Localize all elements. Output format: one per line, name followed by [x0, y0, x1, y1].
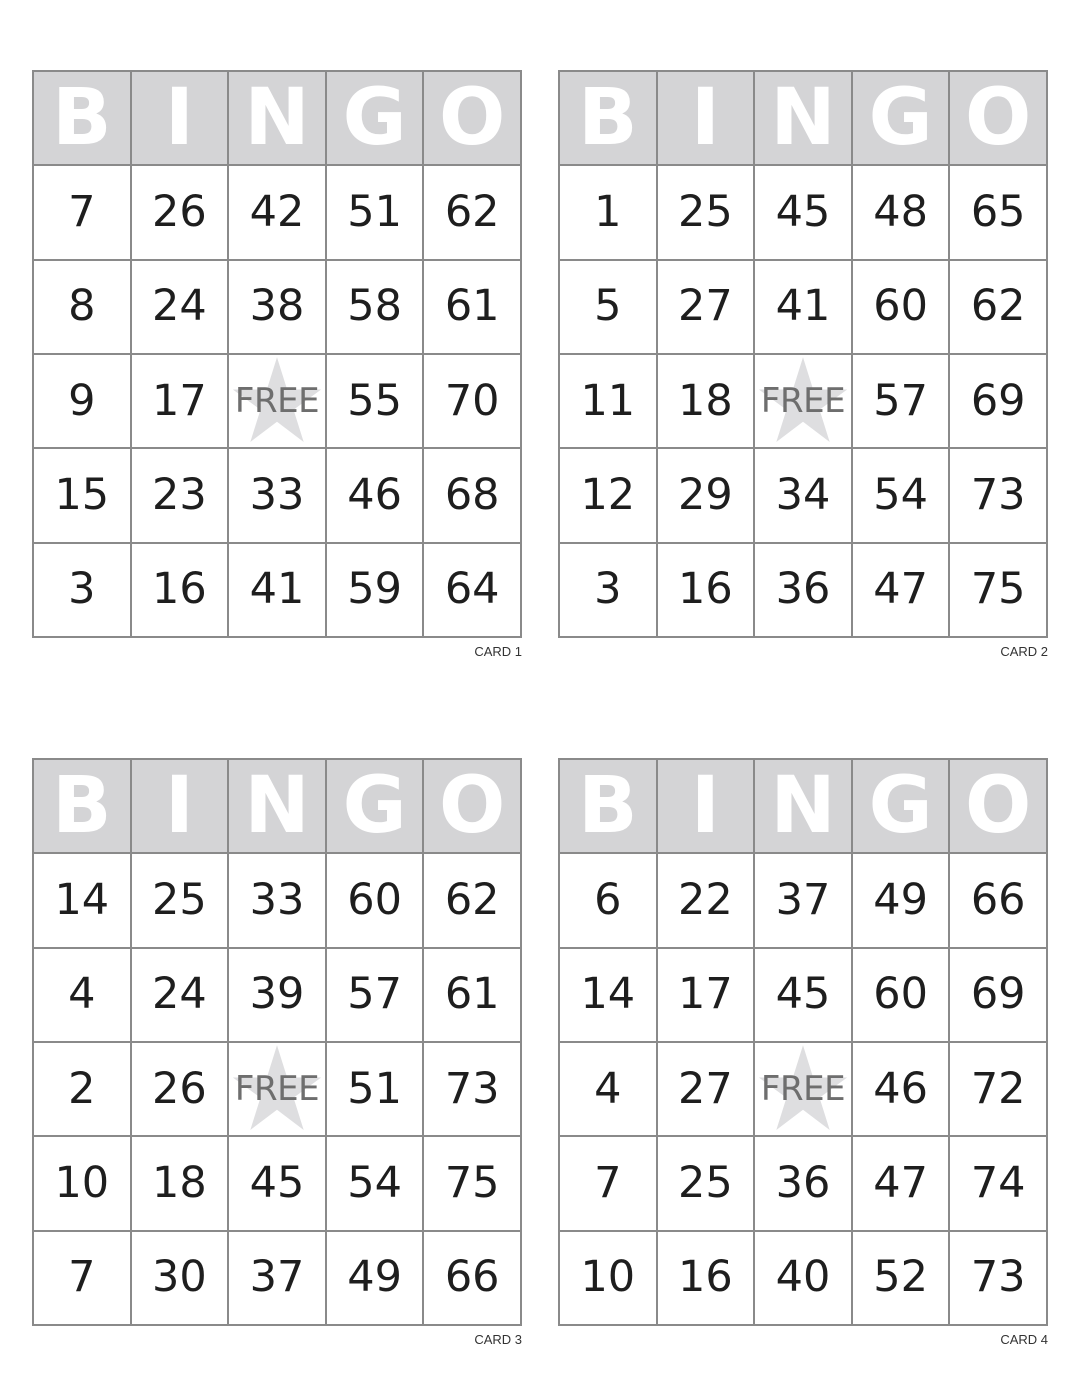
- number-cell: 45: [755, 949, 851, 1041]
- number-cell: 48: [853, 166, 949, 258]
- number-cell: 47: [853, 1137, 949, 1229]
- header-letter-o: O: [424, 760, 520, 852]
- free-label: FREE: [234, 381, 320, 422]
- number-cell: 51: [327, 1043, 423, 1135]
- number-cell: 2: [34, 1043, 130, 1135]
- number-cell: 34: [755, 449, 851, 541]
- number-cell: 11: [560, 355, 656, 447]
- bingo-grid: [32, 758, 522, 1326]
- number-cell: 61: [424, 949, 520, 1041]
- number-cell: 38: [229, 261, 325, 353]
- number-cell: 45: [229, 1137, 325, 1229]
- header-letter-g: G: [853, 760, 949, 852]
- number-cell: 51: [327, 166, 423, 258]
- number-cell: 60: [327, 854, 423, 946]
- bingo-card-2: [558, 70, 1048, 659]
- header-letter-g: G: [853, 72, 949, 164]
- number-cell: 75: [424, 1137, 520, 1229]
- number-cell: 7: [34, 166, 130, 258]
- header-letter-g: G: [327, 72, 423, 164]
- number-cell: 62: [950, 261, 1046, 353]
- number-cell: 17: [658, 949, 754, 1041]
- number-cell: 49: [853, 854, 949, 946]
- number-cell: 45: [755, 166, 851, 258]
- number-cell: 72: [950, 1043, 1046, 1135]
- number-cell: 8: [34, 261, 130, 353]
- header-letter-o: O: [950, 760, 1046, 852]
- number-cell: 36: [755, 1137, 851, 1229]
- header-letter-n: N: [229, 72, 325, 164]
- number-cell: 33: [229, 449, 325, 541]
- number-cell: 17: [132, 355, 228, 447]
- number-cell: 57: [853, 355, 949, 447]
- number-cell: 25: [658, 166, 754, 258]
- number-cell: 5: [560, 261, 656, 353]
- number-cell: 40: [755, 1232, 851, 1324]
- number-cell: 26: [132, 166, 228, 258]
- number-cell: 61: [424, 261, 520, 353]
- number-cell: 22: [658, 854, 754, 946]
- number-cell: 54: [327, 1137, 423, 1229]
- number-cell: 14: [34, 854, 130, 946]
- header-letter-i: I: [132, 760, 228, 852]
- number-cell: 18: [658, 355, 754, 447]
- number-cell: 41: [229, 544, 325, 636]
- header-letter-b: B: [34, 72, 130, 164]
- bingo-grid: [558, 70, 1048, 638]
- free-label: FREE: [760, 381, 846, 422]
- header-letter-n: N: [229, 760, 325, 852]
- number-cell: 46: [327, 449, 423, 541]
- number-cell: 41: [755, 261, 851, 353]
- number-cell: 14: [560, 949, 656, 1041]
- bingo-grid: [558, 758, 1048, 1326]
- number-cell: 16: [658, 544, 754, 636]
- number-cell: 24: [132, 261, 228, 353]
- number-cell: 55: [327, 355, 423, 447]
- card-label: CARD 3: [474, 1332, 522, 1347]
- number-cell: 69: [950, 949, 1046, 1041]
- header-letter-o: O: [950, 72, 1046, 164]
- number-cell: 60: [853, 949, 949, 1041]
- header-letter-b: B: [560, 760, 656, 852]
- number-cell: 4: [34, 949, 130, 1041]
- number-cell: 9: [34, 355, 130, 447]
- number-cell: 59: [327, 544, 423, 636]
- number-cell: 3: [560, 544, 656, 636]
- bingo-card-4: [558, 758, 1048, 1347]
- number-cell: 42: [229, 166, 325, 258]
- number-cell: 10: [34, 1137, 130, 1229]
- number-cell: 52: [853, 1232, 949, 1324]
- number-cell: 36: [755, 544, 851, 636]
- number-cell: 66: [424, 1232, 520, 1324]
- number-cell: 1: [560, 166, 656, 258]
- number-cell: 3: [34, 544, 130, 636]
- number-cell: 16: [658, 1232, 754, 1324]
- bingo-card-1: [32, 70, 522, 659]
- card-label: CARD 1: [474, 644, 522, 659]
- number-cell: 26: [132, 1043, 228, 1135]
- number-cell: 62: [424, 166, 520, 258]
- number-cell: 73: [950, 449, 1046, 541]
- free-label: FREE: [760, 1069, 846, 1110]
- number-cell: 73: [950, 1232, 1046, 1324]
- number-cell: 6: [560, 854, 656, 946]
- free-space: [755, 1043, 851, 1135]
- number-cell: 66: [950, 854, 1046, 946]
- number-cell: 4: [560, 1043, 656, 1135]
- number-cell: 47: [853, 544, 949, 636]
- number-cell: 60: [853, 261, 949, 353]
- number-cell: 75: [950, 544, 1046, 636]
- number-cell: 33: [229, 854, 325, 946]
- number-cell: 69: [950, 355, 1046, 447]
- header-letter-i: I: [658, 760, 754, 852]
- number-cell: 64: [424, 544, 520, 636]
- number-cell: 29: [658, 449, 754, 541]
- bingo-card-3: [32, 758, 522, 1347]
- number-cell: 65: [950, 166, 1046, 258]
- card-label: CARD 4: [1000, 1332, 1048, 1347]
- number-cell: 30: [132, 1232, 228, 1324]
- number-cell: 24: [132, 949, 228, 1041]
- header-letter-i: I: [658, 72, 754, 164]
- bingo-grid: [32, 70, 522, 638]
- free-space: [755, 355, 851, 447]
- card-label: CARD 2: [1000, 644, 1048, 659]
- number-cell: 7: [560, 1137, 656, 1229]
- free-space: [229, 1043, 325, 1135]
- number-cell: 27: [658, 261, 754, 353]
- number-cell: 18: [132, 1137, 228, 1229]
- number-cell: 10: [560, 1232, 656, 1324]
- number-cell: 12: [560, 449, 656, 541]
- number-cell: 49: [327, 1232, 423, 1324]
- header-letter-n: N: [755, 760, 851, 852]
- number-cell: 7: [34, 1232, 130, 1324]
- header-letter-n: N: [755, 72, 851, 164]
- number-cell: 25: [132, 854, 228, 946]
- number-cell: 16: [132, 544, 228, 636]
- number-cell: 57: [327, 949, 423, 1041]
- header-letter-i: I: [132, 72, 228, 164]
- number-cell: 73: [424, 1043, 520, 1135]
- number-cell: 23: [132, 449, 228, 541]
- number-cell: 15: [34, 449, 130, 541]
- free-space: [229, 355, 325, 447]
- number-cell: 39: [229, 949, 325, 1041]
- header-letter-o: O: [424, 72, 520, 164]
- number-cell: 58: [327, 261, 423, 353]
- number-cell: 37: [755, 854, 851, 946]
- number-cell: 70: [424, 355, 520, 447]
- number-cell: 37: [229, 1232, 325, 1324]
- number-cell: 74: [950, 1137, 1046, 1229]
- header-letter-b: B: [560, 72, 656, 164]
- number-cell: 27: [658, 1043, 754, 1135]
- number-cell: 62: [424, 854, 520, 946]
- number-cell: 68: [424, 449, 520, 541]
- free-label: FREE: [234, 1069, 320, 1110]
- number-cell: 46: [853, 1043, 949, 1135]
- number-cell: 25: [658, 1137, 754, 1229]
- number-cell: 54: [853, 449, 949, 541]
- header-letter-b: B: [34, 760, 130, 852]
- header-letter-g: G: [327, 760, 423, 852]
